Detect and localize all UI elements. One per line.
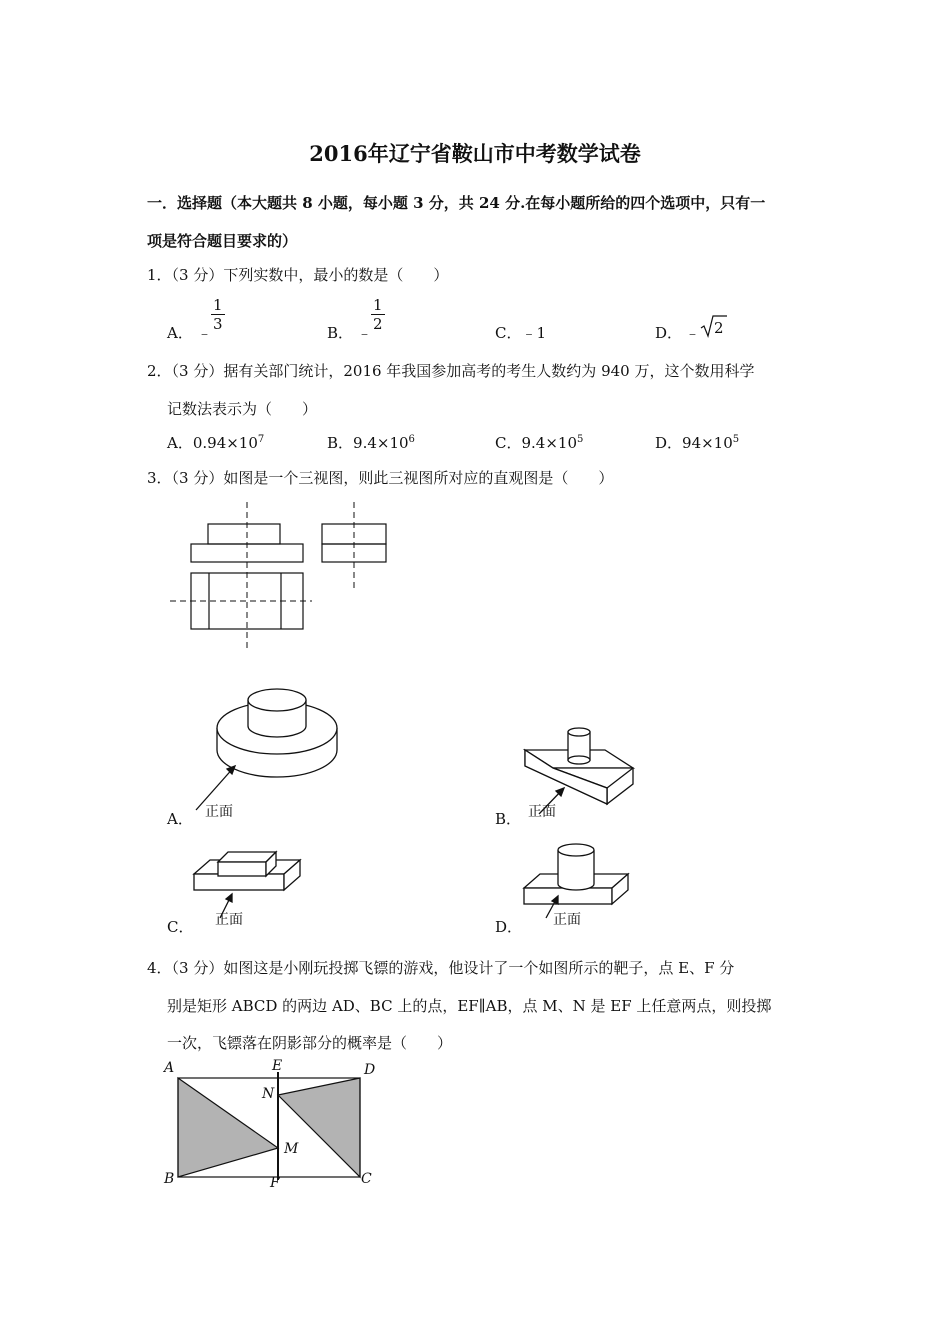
q1-option-b-numerator: 1 — [373, 296, 383, 314]
q2-option-d — [655, 432, 739, 453]
q3-option-c-label: C． — [167, 918, 194, 936]
q4-stem-line1: 4．（3 分）如图这是小刚玩投掷飞镖的游戏，他设计了一个如图所示的靶子，点 E、F 分 — [147, 959, 735, 977]
q3-option-d-label: D． — [495, 918, 523, 936]
point-f-label: F — [270, 1175, 280, 1191]
q2-option-c-exp: 5 — [577, 434, 584, 445]
q1-option-a-label: A． — [167, 324, 193, 342]
q1-option-c: C．﹣1 — [495, 324, 547, 342]
q2-option-c-text: C．9.4×10 — [495, 434, 577, 452]
q1-option-a-fraction — [211, 296, 225, 333]
q3-option-b-front-label: 正面 — [528, 804, 556, 820]
point-a-label: A — [164, 1060, 175, 1076]
q2-option-a-text: A．0.94×10 — [167, 434, 258, 452]
page-title: 2016年辽宁省鞍山市中考数学试卷 — [309, 141, 641, 166]
q1-option-d-radicand: 2 — [714, 319, 724, 337]
q2-option-b-exp: 6 — [408, 434, 415, 445]
q1-option-a-sign: ﹣ — [197, 324, 213, 342]
q1-option-b-sign: ﹣ — [357, 324, 373, 342]
q3-option-a-label: A． — [167, 810, 193, 828]
section-header-line2: 项是符合题目要求的） — [147, 232, 298, 250]
q3-option-a-front-label: 正面 — [205, 804, 233, 820]
q3-option-a-figure — [190, 678, 350, 818]
q4-stem-line3: 一次，飞镖落在阴影部分的概率是（ ） — [167, 1034, 453, 1052]
q2-stem-line2: 记数法表示为（ ） — [167, 400, 318, 418]
q2-stem-line1: 2．（3 分）据有关部门统计，2016 年我国参加高考的考生人数约为 940 万，这个数用科学 — [147, 362, 755, 380]
q1-option-b-label: B． — [327, 324, 354, 342]
q1-option-a-numerator: 1 — [213, 296, 223, 314]
q1-option-d-sign: ﹣ — [685, 324, 701, 342]
q1-stem: 1．（3 分）下列实数中，最小的数是（ ） — [147, 266, 449, 284]
q2-option-a — [167, 432, 264, 453]
q3-option-b-label: B． — [495, 810, 522, 828]
point-m-label: M — [284, 1141, 299, 1157]
point-b-label: B — [164, 1171, 175, 1187]
q1-option-d-label: D． — [655, 324, 683, 342]
q2-option-c — [495, 432, 583, 453]
q1-option-b-denominator: 2 — [373, 315, 383, 333]
three-view-diagram — [160, 500, 400, 650]
q4-stem-line2: 别是矩形 ABCD 的两边 AD、BC 上的点，EF∥AB，点 M、N 是 EF 上任意两点，则投掷 — [167, 997, 772, 1015]
q2-option-b — [327, 432, 415, 453]
q3-stem: 3．（3 分）如图是一个三视图，则此三视图所对应的直观图是（ ） — [147, 469, 614, 487]
q3-option-c-figure — [190, 842, 310, 922]
q3-option-c-front-label: 正面 — [215, 912, 243, 928]
q3-option-d-front-label: 正面 — [553, 912, 581, 928]
q2-option-b-text: B．9.4×10 — [327, 434, 409, 452]
point-e-label: E — [272, 1058, 283, 1074]
point-n-label: N — [262, 1086, 275, 1102]
q1-option-a-denominator: 3 — [213, 315, 223, 333]
q2-option-d-exp: 5 — [732, 434, 740, 445]
q1-option-b-fraction — [371, 296, 385, 333]
section-header-line1: 一．选择题（本大题共 8 小题，每小题 3 分，共 24 分.在每小题所给的四个选项中，只有一 — [147, 194, 766, 212]
point-d-label: D — [364, 1062, 376, 1078]
q2-option-a-exp: 7 — [257, 434, 265, 445]
q2-option-d-text: D．94×10 — [655, 434, 733, 452]
point-c-label: C — [361, 1171, 372, 1187]
